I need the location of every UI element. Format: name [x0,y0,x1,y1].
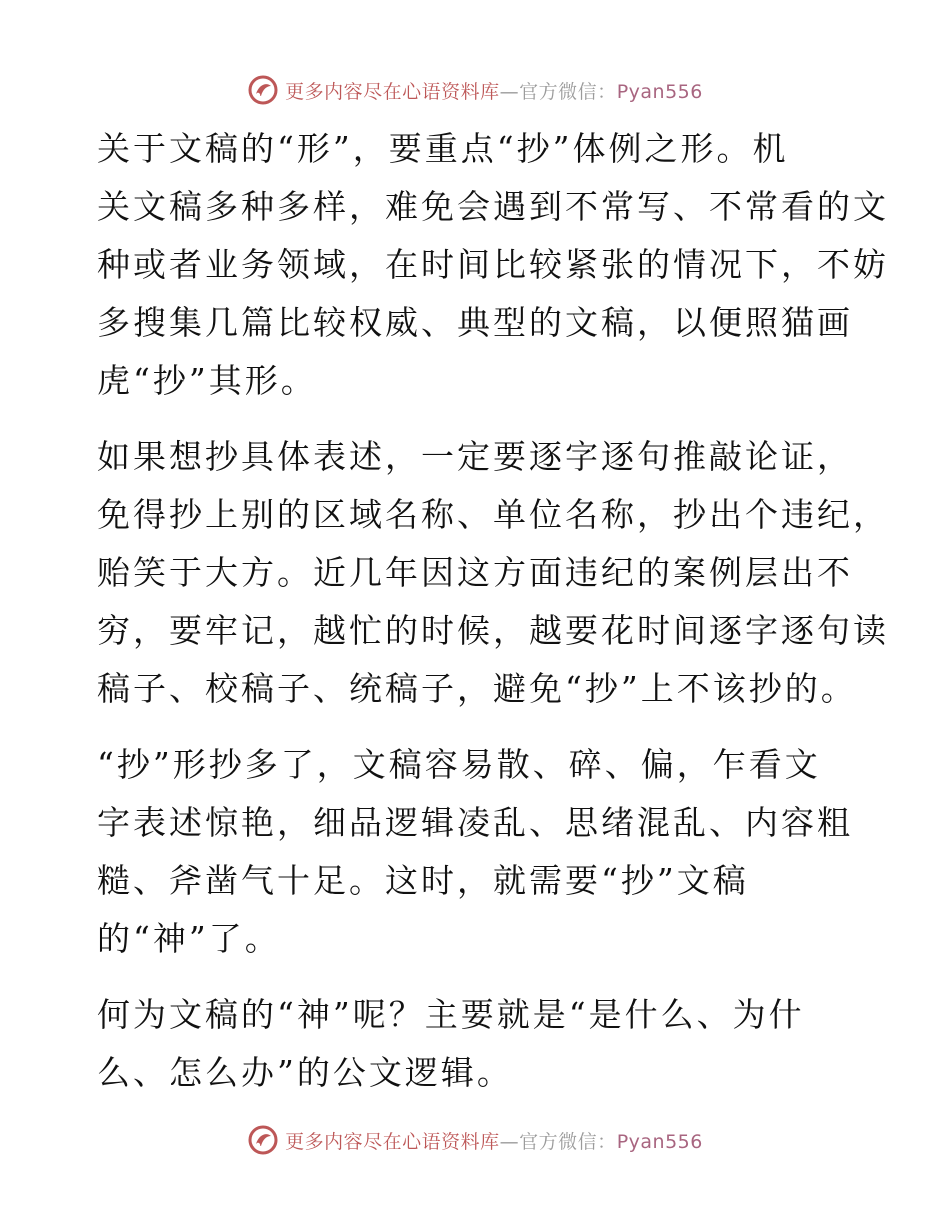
watermark-wechat-id: Pyan556 [616,1130,703,1153]
paragraph [97,986,857,1102]
watermark-main: 更多内容尽在心语资料库 [285,80,500,103]
footer-watermark [0,1120,950,1160]
text-line: 多搜集几篇比较权威、典型的文稿，以便照猫画 [97,303,853,342]
watermark-text [285,1127,703,1154]
text-line: 的“神”了。 [97,919,281,958]
text-line: 关于文稿的“形”，要重点“抄”体例之形。机 [97,129,789,168]
text-line: 糙、斧凿气十足。这时，就需要“抄”文稿 [97,861,749,900]
watermark-official: 官方微信： [519,1130,617,1153]
watermark-text [285,77,703,104]
text-line: 稿子、校稿子、统稿子，避免“抄”上不该抄的。 [97,669,857,708]
text-line: “抄”形抄多了，文稿容易散、碎、偏，乍看文 [97,745,821,784]
paragraph [97,120,889,410]
red-swirl-logo-icon [247,74,279,106]
paragraph [97,736,857,968]
text-line: 虎“抄”其形。 [97,361,317,400]
watermark-main: 更多内容尽在心语资料库 [285,1130,500,1153]
text-line: 种或者业务领域，在时间比较紧张的情况下，不妨 [97,245,889,284]
watermark-separator: — [499,80,520,103]
red-swirl-logo-icon [247,1124,279,1156]
text-line: 穷，要牢记，越忙的时候，越要花时间逐字逐句读 [97,611,889,650]
text-line: 字表述惊艳，细品逻辑凌乱、思绪混乱、内容粗 [97,803,853,842]
watermark-wechat-id: Pyan556 [616,80,703,103]
text-line: 如果想抄具体表述，一定要逐字逐句推敲论证， [97,437,853,476]
watermark-official: 官方微信： [519,80,617,103]
text-line: 免得抄上别的区域名称、单位名称，抄出个违纪， [97,495,889,534]
paragraph [97,428,889,718]
text-line: 关文稿多种多样，难免会遇到不常写、不常看的文 [97,187,889,226]
header-watermark [0,70,950,110]
text-line: 么、怎么办”的公文逻辑。 [97,1053,513,1092]
text-line: 贻笑于大方。近几年因这方面违纪的案例层出不 [97,553,853,592]
document-body [97,120,889,1120]
watermark-separator: — [499,1130,520,1153]
text-line: 何为文稿的“神”呢？主要就是“是什么、为什 [97,995,805,1034]
